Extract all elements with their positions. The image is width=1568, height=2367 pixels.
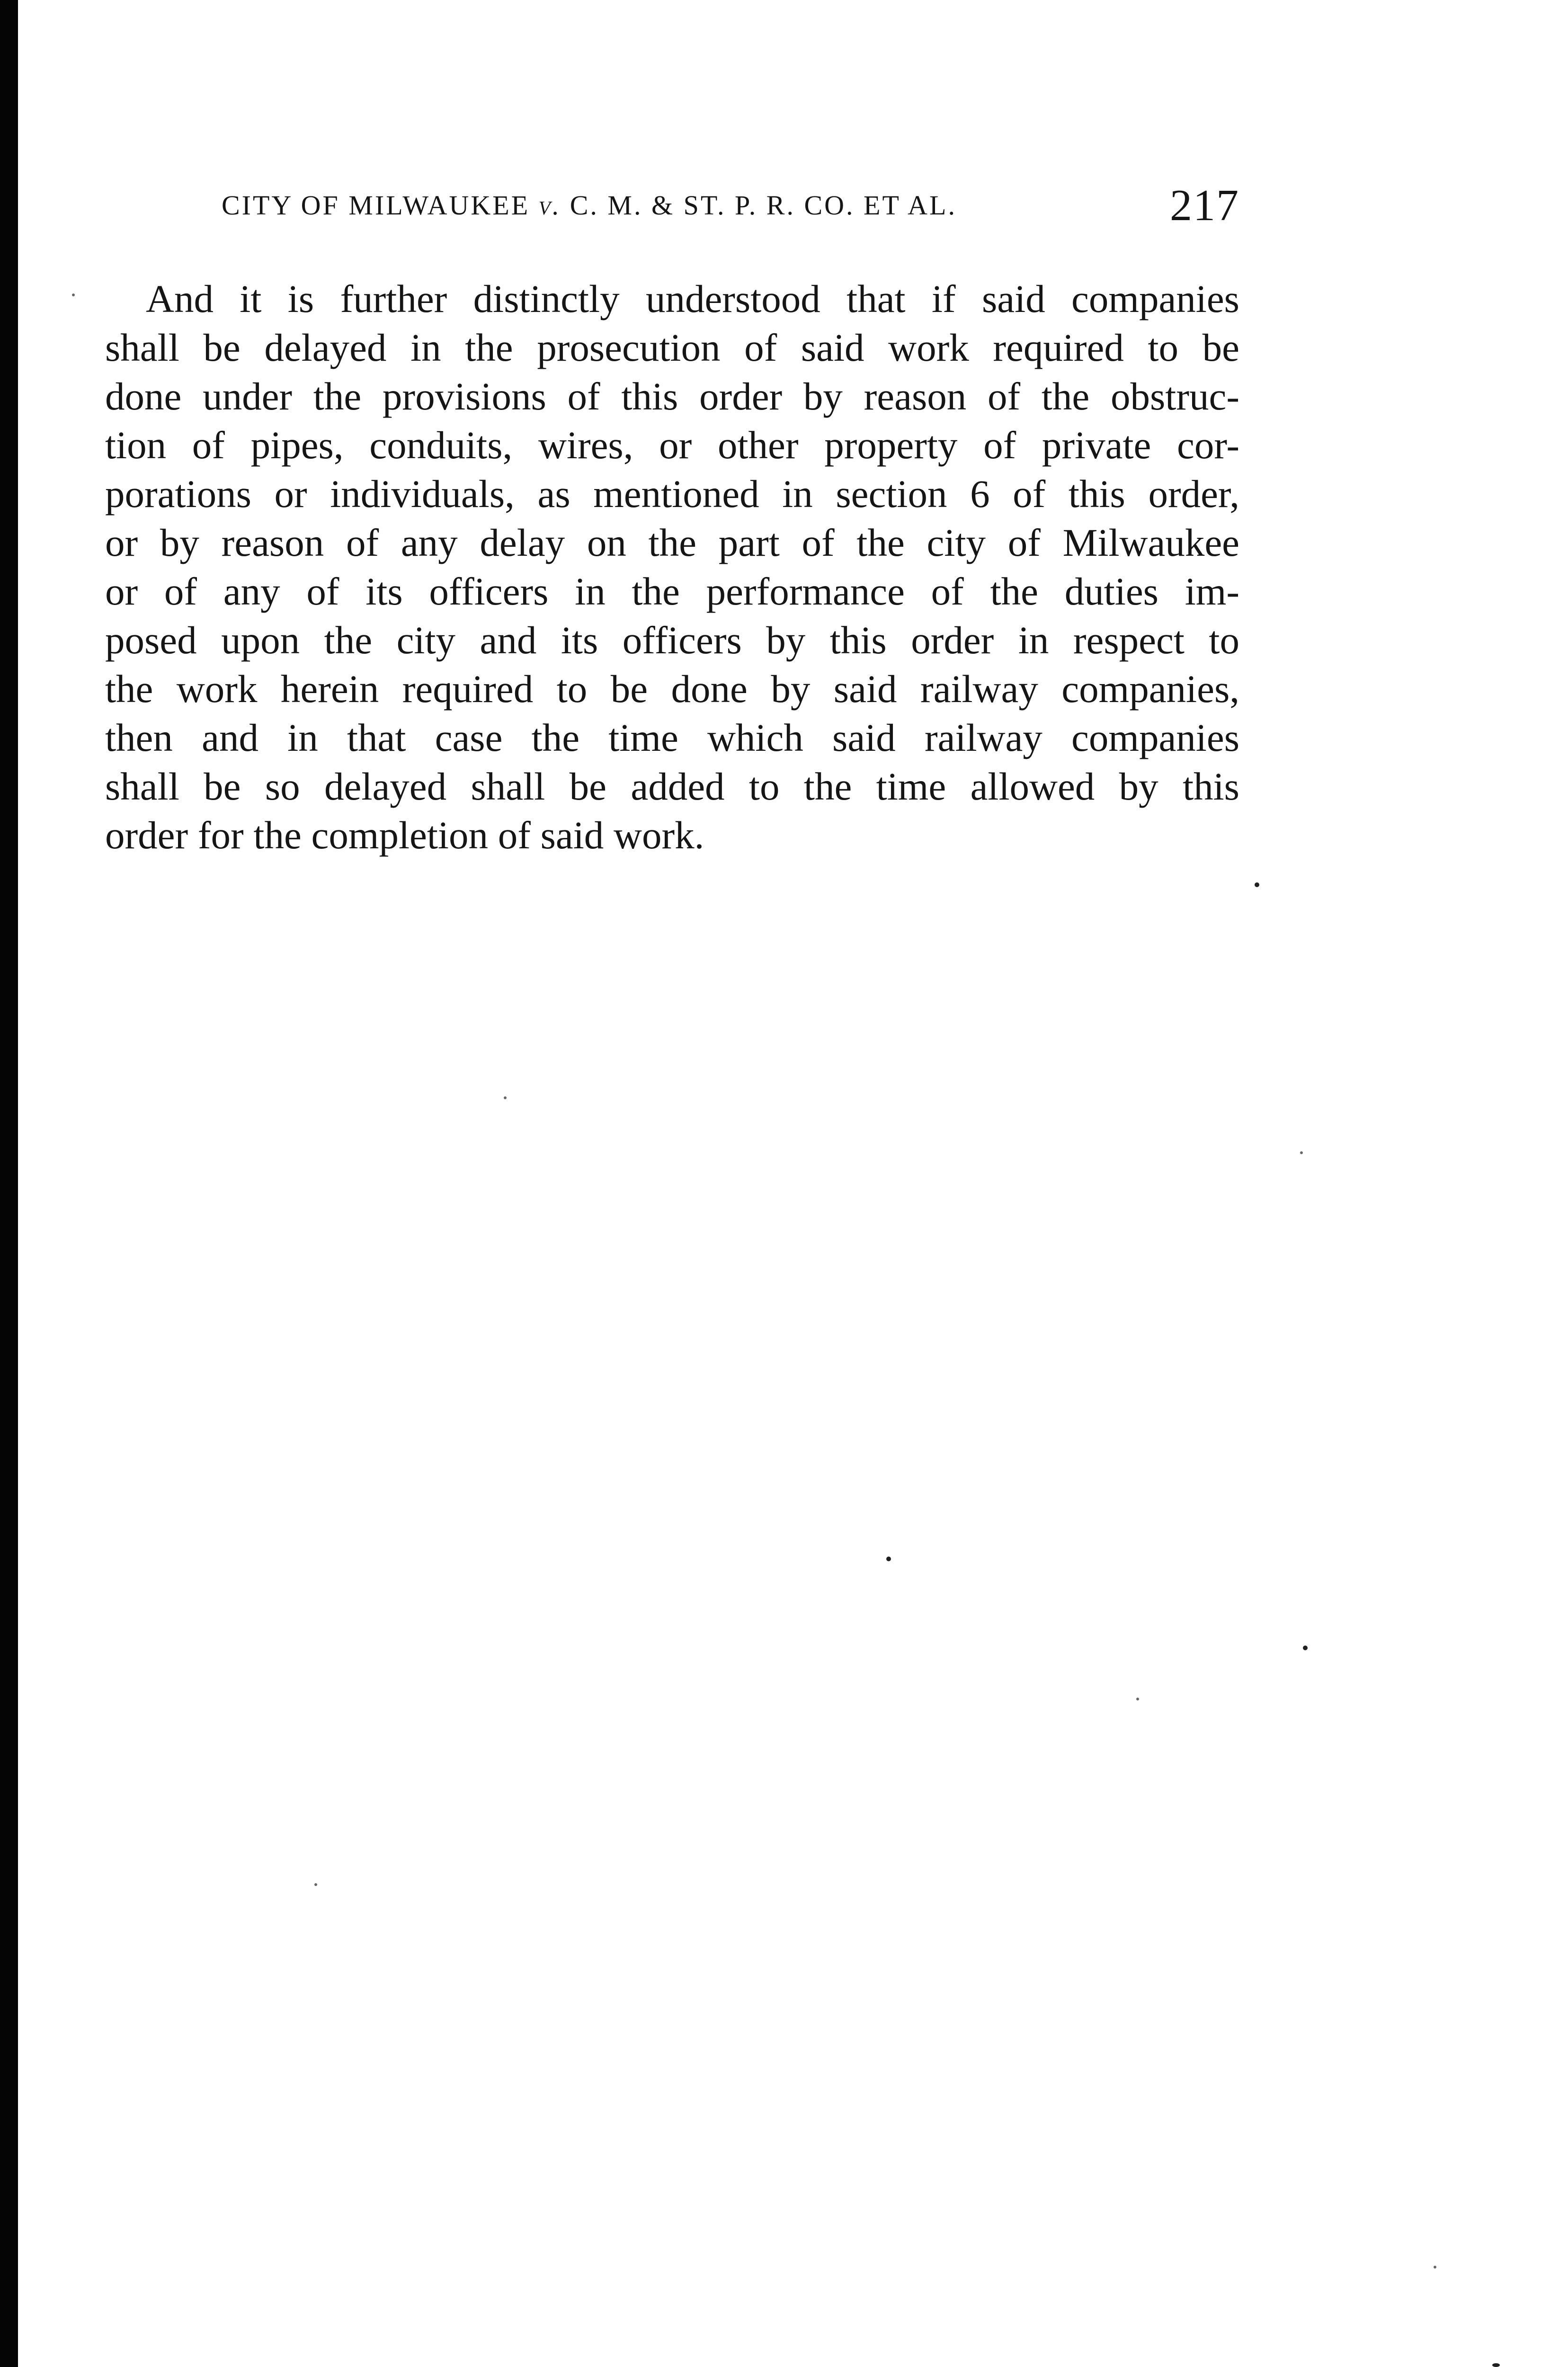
order-paragraph: [105, 275, 1239, 860]
paragraph-line: or by reason of any delay on the part of the city of Milwaukee: [105, 521, 1239, 564]
paragraph-line: order for the completion of said work.: [105, 813, 704, 857]
paragraph-line: shall be delayed in the prosecution of said work required to be: [105, 326, 1239, 369]
scan-speck: [1136, 1698, 1139, 1700]
paragraph-line: porations or individuals, as mentioned in section 6 of this order,: [105, 472, 1239, 516]
scan-speck: [1434, 2266, 1436, 2269]
paragraph-line: done under the provisions of this order by reason of the obstruc-: [105, 374, 1239, 418]
paragraph-line: shall be so delayed shall be added to the time allowed by this: [105, 765, 1239, 808]
scan-speck: [1300, 1151, 1303, 1154]
paragraph-line: posed upon the city and its officers by this order in respect to: [105, 618, 1239, 662]
case-title-start: CITY OF MILWAUKEE: [222, 190, 539, 221]
scan-speck: [1303, 1646, 1308, 1650]
paragraph-line: And it is further distinctly understood that if said companies: [146, 277, 1239, 320]
scan-speck: [504, 1096, 507, 1099]
running-head: [222, 180, 1239, 237]
paragraph-line: then and in that case the time which said railway companies: [105, 716, 1239, 759]
case-title: [222, 189, 957, 221]
scan-speck: [314, 1883, 317, 1886]
scan-speck: [72, 294, 75, 296]
case-title-versus: v.: [538, 190, 561, 221]
page-number: 217: [1170, 181, 1239, 230]
paragraph-line: the work herein required to be done by said railway companies,: [105, 667, 1239, 711]
scan-speck: [886, 1557, 891, 1561]
paragraph-line: or of any of its officers in the performance of the duties im-: [105, 570, 1239, 613]
paragraph-line: tion of pipes, conduits, wires, or other property of private cor-: [105, 423, 1239, 467]
scan-speck: [1492, 2363, 1500, 2367]
case-title-end: C. M. & ST. P. R. CO. ET AL.: [561, 190, 957, 221]
scan-speck: [1255, 882, 1259, 887]
